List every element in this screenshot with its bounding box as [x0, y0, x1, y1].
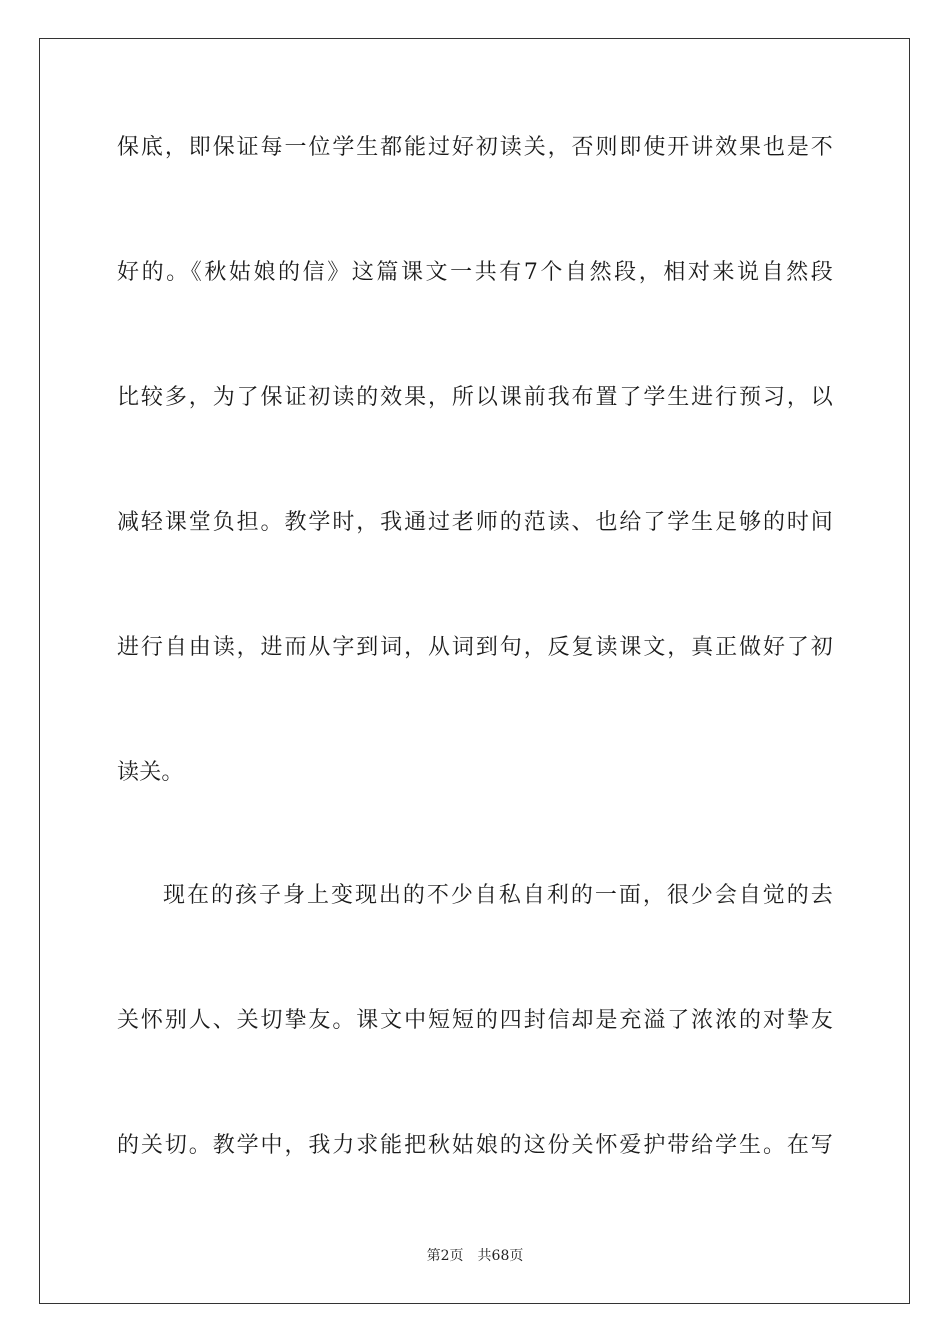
text-line: 减轻课堂负担。教学时，我通过老师的范读、也给了学生足够的时间 [117, 510, 833, 535]
text-line: 比较多，为了保证初读的效果，所以课前我布置了学生进行预习，以 [117, 385, 833, 410]
text-line: 好的。《秋姑娘的信》这篇课文一共有7个自然段，相对来说自然段 [117, 260, 833, 285]
text-line: 保底，即保证每一位学生都能过好初读关，否则即使开讲效果也是不 [117, 135, 833, 160]
page-border [39, 38, 910, 1304]
text-line: 进行自由读，进而从字到词，从词到句，反复读课文，真正做好了初 [117, 635, 833, 660]
page-number: 第2页 [426, 1248, 464, 1264]
page-total: 共68页 [477, 1248, 524, 1264]
text-line: 的关切。教学中，我力求能把秋姑娘的这份关怀爱护带给学生。在写 [117, 1133, 833, 1158]
paragraph-first-line: 现在的孩子身上变现出的不少自私自利的一面，很少会自觉的去 [163, 883, 833, 908]
page-footer [0, 1247, 950, 1265]
text-line: 关怀别人、关切挚友。课文中短短的四封信却是充溢了浓浓的对挚友 [117, 1008, 833, 1033]
text-line: 读关。 [117, 760, 184, 785]
